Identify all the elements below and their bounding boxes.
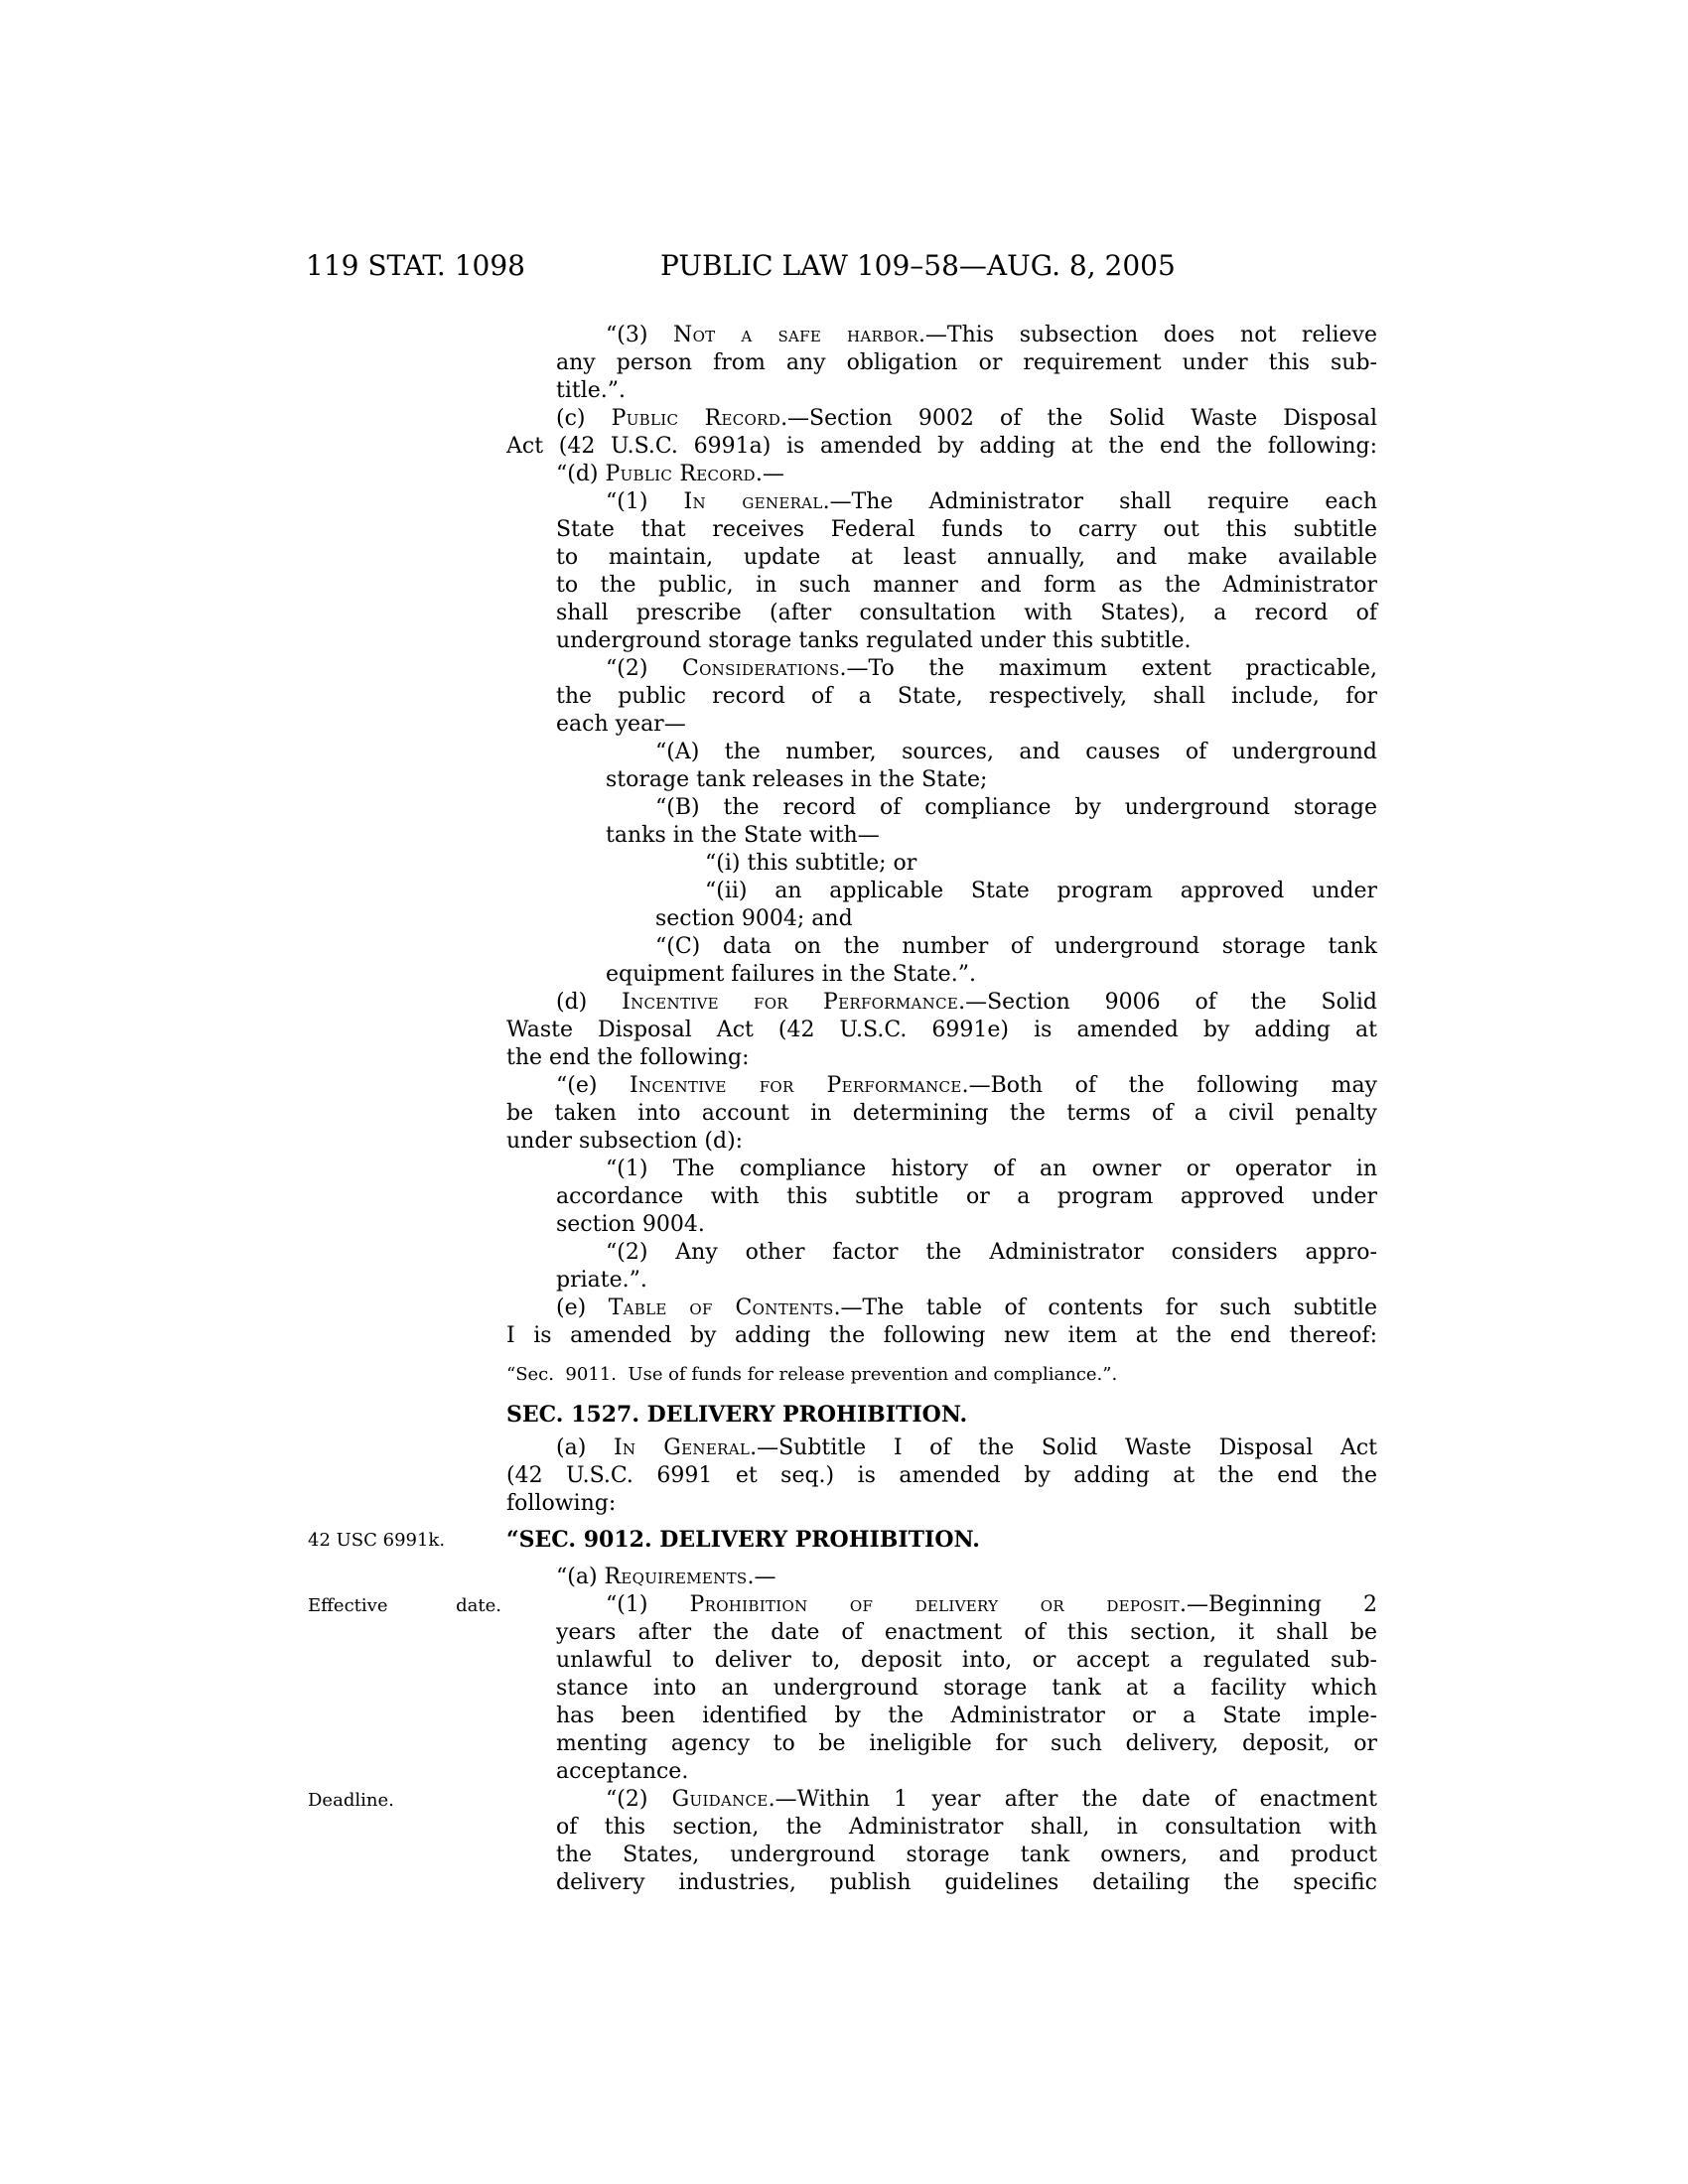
- text-run: I is amended by adding the following new item at the end thereof:: [506, 1323, 1377, 1348]
- small-caps-heading: Public Record: [611, 406, 781, 431]
- text-run: of this section, the Administrator shall, in consultation with: [556, 1815, 1377, 1840]
- text-run: the public record of a State, respectively, shall include, for: [556, 684, 1377, 709]
- statute-line: [655, 905, 1377, 933]
- statute-line: [308, 1591, 1378, 1619]
- small-caps-heading: Guidance: [671, 1787, 769, 1812]
- margin-note: Effective date.: [308, 1595, 501, 1616]
- small-caps-heading: Incentive for Performance: [622, 990, 959, 1015]
- statute-line: [556, 1842, 1377, 1869]
- statute-line: [556, 377, 1377, 405]
- statute-line: [606, 322, 1377, 349]
- text-run: under subsection (d):: [506, 1129, 744, 1154]
- text-run: section 9004.: [556, 1212, 705, 1237]
- text-run: “(1) The compliance history of an owner or operator in: [606, 1157, 1377, 1181]
- small-caps-heading: Prohibition of delivery or deposit: [689, 1592, 1180, 1617]
- text-run: .—Within 1 year after the date of enactment: [768, 1787, 1377, 1812]
- toc-entry: “Sec. 9011. Use of funds for release prevention and compliance.”.: [506, 1364, 1118, 1385]
- small-caps-heading: Considerations: [681, 656, 840, 681]
- text-run: equipment failures in the State.”.: [606, 962, 976, 987]
- statute-line: [655, 933, 1377, 961]
- statute-line: [556, 711, 1377, 739]
- text-run: any person from any obligation or requirement under this sub-: [556, 350, 1377, 375]
- statute-line: [705, 850, 1377, 878]
- text-run: tanks in the State with—: [606, 823, 880, 848]
- text-run: the States, underground storage tank owners, and product: [556, 1843, 1377, 1867]
- small-caps-heading: Not a safe harbor: [673, 323, 918, 347]
- statute-line: [556, 572, 1377, 600]
- text-run: menting agency to be ineligible for such delivery, deposit, or: [556, 1731, 1377, 1756]
- text-run: section 9004; and: [655, 906, 853, 931]
- text-run: priate.”.: [556, 1268, 647, 1293]
- margin-note: Deadline.: [308, 1790, 394, 1811]
- statute-line: [606, 822, 1377, 850]
- statute-line: [506, 1017, 1377, 1044]
- text-run: .—Section 9006 of the Solid: [958, 990, 1377, 1015]
- text-run: unlawful to deliver to, deposit into, or accept a regulated sub-: [556, 1648, 1377, 1673]
- small-caps-heading: In general: [683, 489, 823, 514]
- text-run: (a): [556, 1435, 614, 1460]
- statute-line: [556, 1814, 1377, 1842]
- statute-line: [606, 766, 1377, 794]
- stat-page-number: 119 STAT. 1098: [306, 249, 525, 282]
- text-run: (c): [556, 406, 612, 431]
- statute-line: [705, 878, 1377, 905]
- text-run: shall prescribe (after consultation with States), a record of: [556, 601, 1377, 625]
- small-caps-heading: Requirements: [604, 1565, 748, 1589]
- statute-body: [308, 322, 1378, 1897]
- statute-line: [556, 1434, 1377, 1462]
- text-run: accordance with this subtitle or a program approved under: [556, 1184, 1377, 1209]
- text-run: years after the date of enactment of this section, it shall be: [556, 1620, 1377, 1645]
- statute-line: [556, 516, 1377, 544]
- text-run: “(2): [606, 1787, 672, 1812]
- text-run: the end the following:: [506, 1045, 750, 1070]
- statute-line: [308, 1786, 1377, 1814]
- statute-line: [606, 1156, 1377, 1183]
- section-heading: SEC. 1527. DELIVERY PROHIBITION.: [506, 1402, 968, 1428]
- text-run: title.”.: [556, 378, 627, 403]
- text-run: “(a): [556, 1565, 605, 1589]
- statute-line: [655, 739, 1377, 766]
- text-run: stance into an underground storage tank at a facility which: [556, 1676, 1377, 1701]
- text-run: “(i) this subtitle; or: [705, 851, 917, 876]
- small-caps-heading: Public Record: [605, 462, 756, 486]
- statute-line: [556, 600, 1377, 627]
- text-run: “(1): [606, 489, 684, 514]
- small-caps-heading: Table of Contents: [608, 1296, 834, 1320]
- margin-note: 42 USC 6991k.: [308, 1530, 446, 1551]
- text-run: acceptance.: [556, 1759, 689, 1784]
- statute-line: [556, 627, 1377, 655]
- statute-line: [556, 1564, 1377, 1591]
- text-run: “(2): [606, 656, 682, 681]
- statute-line: [506, 1100, 1377, 1128]
- section-heading: “SEC. 9012. DELIVERY PROHIBITION. 42 USC 6991k.: [308, 1527, 980, 1553]
- text-run: be taken into account in determining the terms of a civil penalty: [506, 1101, 1377, 1126]
- statute-line: [556, 461, 1377, 488]
- text-run: “(C) data on the number of underground storage tank: [655, 934, 1377, 959]
- small-caps-heading: In General: [613, 1435, 751, 1460]
- text-run: .—Beginning 2: [1180, 1592, 1378, 1617]
- text-run: “(A) the number, sources, and causes of underground: [655, 740, 1377, 764]
- statute-line: [556, 1295, 1377, 1322]
- text-run: .—Both of the following may: [961, 1073, 1377, 1098]
- text-run: .—Section 9002 of the Solid Waste Disposal: [780, 406, 1377, 431]
- statute-line: [556, 1758, 1377, 1786]
- statute-line: [556, 544, 1377, 572]
- statute-line: [556, 1647, 1377, 1675]
- text-run: .—: [755, 462, 784, 486]
- statute-line: [556, 1619, 1377, 1647]
- statute-line: [556, 349, 1377, 377]
- statute-line: [606, 488, 1377, 516]
- text-run: “(2) Any other factor the Administrator considers appro-: [606, 1240, 1377, 1265]
- text-run: Act (42 U.S.C. 6991a) is amended by adding at the end the following:: [506, 434, 1377, 459]
- text-run: underground storage tanks regulated under this subtitle.: [556, 628, 1192, 653]
- statute-line: [506, 1322, 1377, 1350]
- statute-line: [506, 1490, 1377, 1518]
- text-run: “(d): [556, 462, 606, 486]
- small-caps-heading: Incentive for Performance: [630, 1073, 962, 1098]
- text-run: “(3): [606, 323, 674, 347]
- text-run: (d): [556, 990, 623, 1015]
- text-run: “(1): [606, 1592, 690, 1617]
- statute-line: [606, 655, 1377, 683]
- text-run: each year—: [556, 712, 686, 737]
- statute-line: [506, 1044, 1377, 1072]
- text-run: to maintain, update at least annually, and make available: [556, 545, 1377, 570]
- statute-line: [556, 1267, 1377, 1295]
- text-run: State that receives Federal funds to carry out this subtitle: [556, 517, 1377, 542]
- statute-line: [556, 1730, 1377, 1758]
- statute-line: [556, 1703, 1377, 1730]
- statute-line: [606, 1239, 1377, 1267]
- statute-line: [556, 1183, 1377, 1211]
- text-run: .—To the maximum extent practicable,: [839, 656, 1377, 681]
- statute-line: [506, 1128, 1377, 1156]
- statute-line: [606, 961, 1377, 989]
- statute-line: [556, 683, 1377, 711]
- text-run: Waste Disposal Act (42 U.S.C. 6991e) is amended by adding at: [506, 1018, 1377, 1042]
- statute-line: [556, 1675, 1377, 1703]
- text-run: following:: [506, 1491, 617, 1516]
- statute-line: [556, 1211, 1377, 1239]
- statute-line: [556, 405, 1377, 433]
- text-run: “(ii) an applicable State program approved under: [705, 879, 1377, 903]
- text-run: “(e): [556, 1073, 631, 1098]
- text-run: .—: [747, 1565, 776, 1589]
- text-run: “(B) the record of compliance by underground storage: [655, 795, 1377, 820]
- text-run: (e): [556, 1296, 609, 1320]
- text-run: (42 U.S.C. 6991 et seq.) is amended by adding at the end the: [506, 1463, 1377, 1488]
- text-run: delivery industries, publish guidelines detailing the specific: [556, 1870, 1377, 1895]
- statute-line: [556, 1869, 1377, 1897]
- text-run: .—The Administrator shall require each: [822, 489, 1378, 514]
- text-run: to the public, in such manner and form as the Administrator: [556, 573, 1377, 598]
- statute-line: [506, 433, 1377, 461]
- text-run: .—Subtitle I of the Solid Waste Disposal Act: [750, 1435, 1378, 1460]
- law-header: PUBLIC LAW 109–58—AUG. 8, 2005: [660, 249, 1176, 282]
- text-run: .—The table of contents for such subtitle: [833, 1296, 1377, 1320]
- statute-line: [556, 989, 1377, 1017]
- text-run: has been identified by the Administrator or a State imple-: [556, 1704, 1377, 1728]
- text-run: .—This subsection does not relieve: [917, 323, 1377, 347]
- statute-line: [655, 794, 1377, 822]
- statute-line: [556, 1072, 1377, 1100]
- text-run: storage tank releases in the State;: [606, 767, 988, 792]
- statute-line: [506, 1462, 1377, 1490]
